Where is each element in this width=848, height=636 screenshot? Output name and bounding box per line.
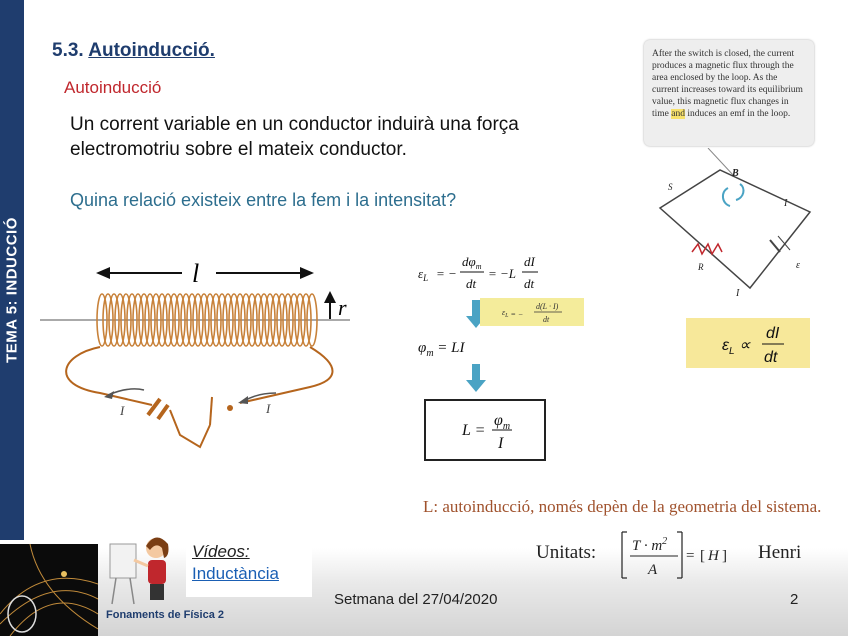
lead-wire-right (240, 347, 333, 403)
svg-text:dφm: $d\varphi_m$ (462, 254, 482, 271)
svg-text:φm = LI: $\varphi_m$ = LI (418, 340, 465, 359)
sidebar-label: TEMA 5: INDUCCIÓ (3, 217, 21, 363)
emf-label: ε (796, 260, 800, 271)
autoinduction-text: L: autoinducció, només depèn de la geometria del sistema. (423, 497, 822, 516)
note-text: After the switch is closed, the current produces a magnetic flux through the area enclosed by the loop. As the current increases toward its equilibrium value, this magnetic flux changes in time (652, 49, 803, 119)
svg-text:εL ∝: $\varepsilon_L$ ∝ (722, 337, 751, 357)
loop-wire (660, 170, 810, 288)
switch-icon (210, 397, 233, 425)
sidebar-band (0, 0, 24, 540)
units-name: Henri (758, 542, 802, 563)
section-title-text: Autoinducció. (88, 40, 215, 61)
battery-icon (148, 399, 168, 419)
svg-text:dt: dt (524, 276, 535, 291)
length-arrow (96, 267, 314, 279)
footer-week: Setmana del 27/04/2020 (334, 591, 498, 608)
radius-label: r (338, 295, 347, 320)
solenoid-diagram (40, 255, 370, 460)
flux-equation (418, 332, 518, 362)
svg-text:= −: = − (436, 266, 457, 281)
proportionality-box (686, 318, 810, 368)
svg-text:[: [ (700, 548, 705, 564)
footer-course: Fonaments de Física 2 (106, 609, 224, 621)
svg-text:dt: dt (543, 315, 550, 324)
radius-arrow (324, 291, 336, 319)
svg-text:H: H (708, 548, 719, 564)
note-text-end: induces an emf in the loop. (684, 109, 791, 119)
footer-image (0, 544, 98, 636)
field-label: B (732, 168, 739, 179)
down-arrow-icon-2 (466, 364, 486, 394)
emf-equation (418, 252, 558, 296)
svg-text:= −L: = −L (488, 266, 517, 281)
svg-text:I: I (498, 435, 504, 452)
loop-circuit-diagram (650, 148, 830, 308)
svg-text:dt: dt (764, 349, 778, 366)
svg-text:d(L · I): d(L · I) (536, 302, 559, 311)
switch-label: S (668, 182, 673, 192)
length-label: l (192, 259, 200, 288)
section-title (52, 40, 215, 62)
svg-text:dI: dI (766, 325, 780, 342)
svg-text:=: = (686, 548, 695, 564)
inductance-result-box (424, 399, 546, 461)
loop-current-top: I (784, 198, 788, 209)
current-arrow-left (104, 389, 144, 399)
svg-text:εL: $\varepsilon_L$ (418, 266, 429, 283)
current-label-left: I (120, 403, 125, 418)
emf-small-box (480, 298, 584, 326)
loop-current-bottom: I (736, 288, 740, 299)
field-lines-image (0, 544, 98, 636)
svg-text:dt: dt (466, 276, 477, 291)
wire-bottom (170, 410, 210, 447)
svg-text:A: A (648, 562, 658, 578)
inductance-equation (426, 401, 544, 459)
subtitle: Autoinducció (64, 78, 162, 97)
explanation-note (644, 40, 814, 146)
presenter-figure (106, 530, 186, 610)
current-label-right: I (266, 401, 271, 416)
svg-text:T · m2: $T \cdot m^2$ (632, 536, 668, 554)
svg-text:dI: dI (524, 254, 535, 269)
videos-title: Vídeos: (192, 542, 250, 561)
video-link-inductance[interactable]: Inductància (192, 564, 279, 583)
units-label: Unitats: (536, 542, 597, 563)
resistor-label: R (698, 262, 704, 272)
units-equation (616, 528, 756, 582)
statement-text: Un corrent variable en un conductor induirà una força electromotriu sobre el mateix conductor. (70, 114, 519, 160)
svg-text:]: ] (722, 548, 727, 564)
emf-small-equation (480, 298, 584, 326)
note-highlight: and (671, 109, 685, 119)
field-arrow-icon (723, 184, 744, 206)
svg-text:L =: L = (462, 422, 486, 439)
proportionality-equation (686, 318, 810, 368)
svg-text:φm: $\varphi_m$ (494, 412, 511, 432)
videos-box (186, 541, 312, 597)
svg-text:εL = −: $\varepsilon_L$ = − (502, 308, 524, 319)
question-text: Quina relació existeix entre la fem i la intensitat? (70, 190, 457, 210)
section-number: 5.3. (52, 40, 84, 61)
note-pointer (708, 148, 734, 176)
page-number: 2 (790, 591, 799, 608)
